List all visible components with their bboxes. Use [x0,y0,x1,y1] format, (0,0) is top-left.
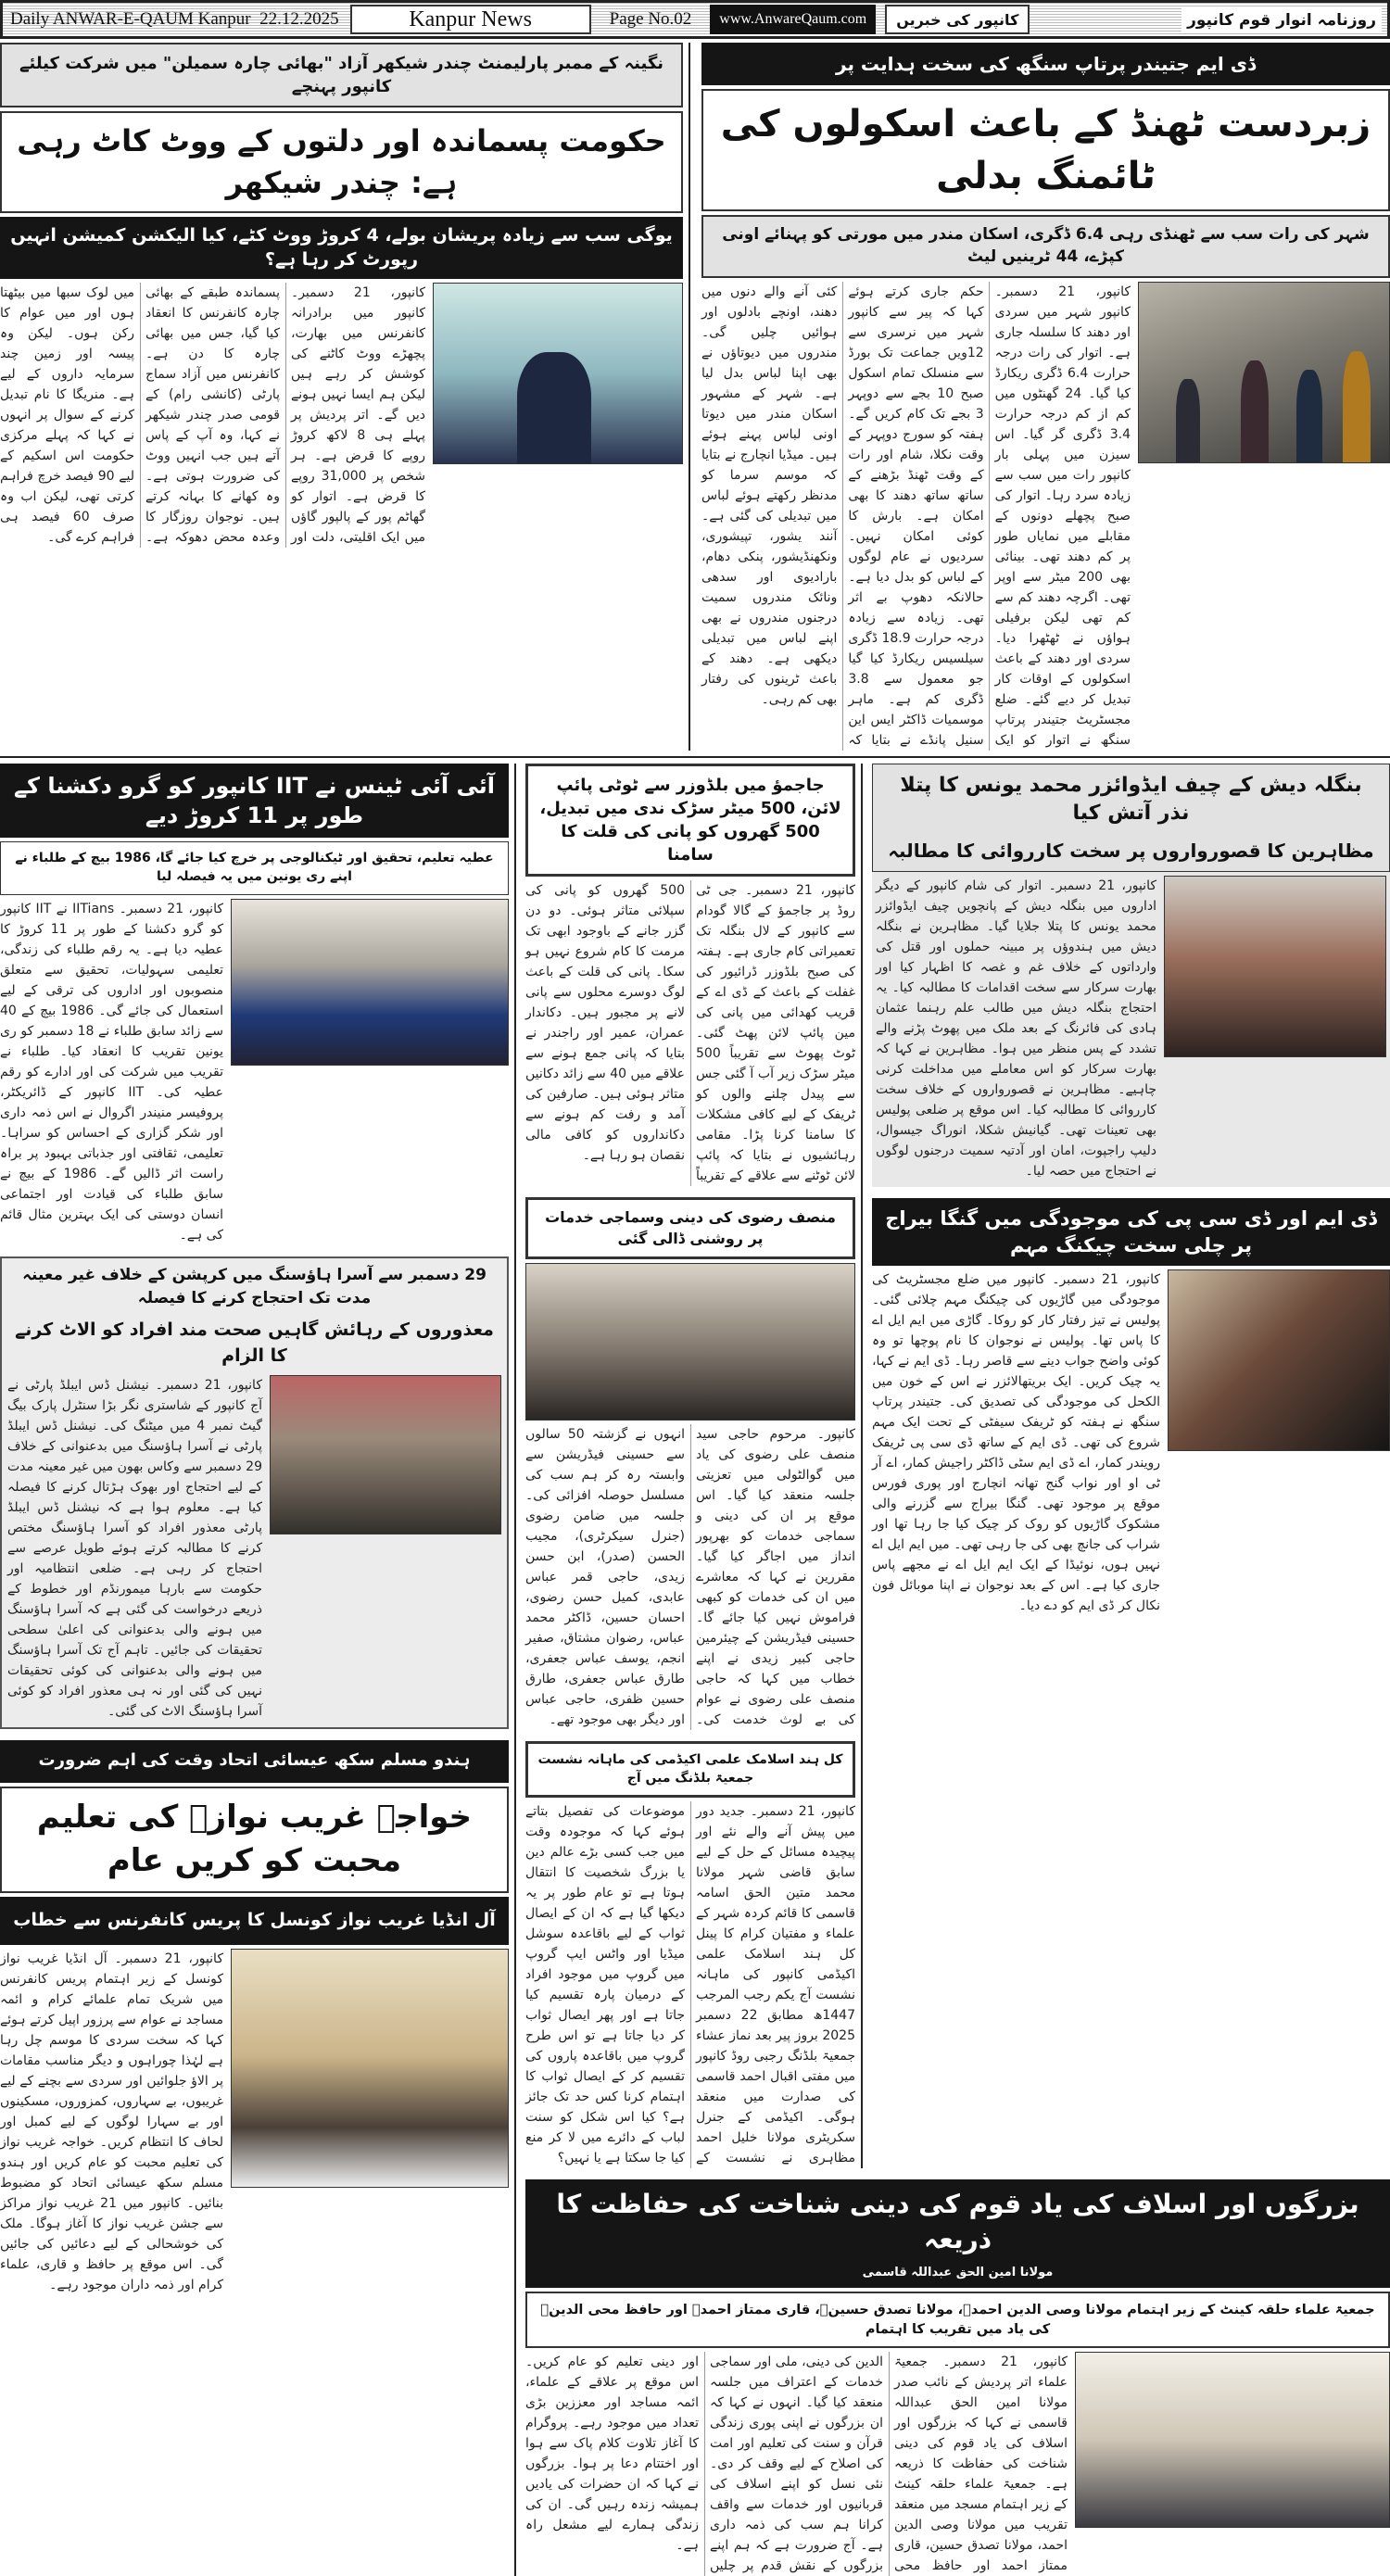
elders-byline: مولانا امین الحق عبداللہ قاسمی [862,2265,1054,2279]
disabled-story-box [0,1256,509,1729]
bangladesh-body: کانپور، 21 دسمبر۔ اتوار کی شام کانپور کے دیگر اداروں میں بنگلہ دیش کے پانچویں چیف ایڈوائزر محمد یونس کا پتلا جلایا گیا۔ مظاہرین نے بنگلہ دیش میں ہندوؤں پر مبینہ حملوں اور قتل کی وارداتوں کے خلاف غم و غصہ کا اظہار کیا اور بھارت سرکار سے سخت اقدامات کا مطالبہ کیا۔ یہ احتجاج بنگلہ دیش میں طالب علم رہنما عثمان ہادی کی فائرنگ کے بعد ملک میں پھوٹ پڑنے والے تشدد کے پس منظر میں ہوا۔ مظاہرین نے کہا کہ بھارت سرکار کو اس معاملے میں مداخلت کرنی چاہیے۔ مظاہرین نے قصورواروں کے خلاف سخت کارروائی کا مطالبہ کیا۔ اس موقع پر ضلعی پولیس بھی تعینات تھی۔ گیانیش شکلا، انوراگ جیسوال، دلیپ راجپوت، امان اور آدتیہ سمیت درجنوں لوگوں نے احتجاج میں حصہ لیا۔ [876,878,1156,1180]
lower-area [0,758,1390,2576]
elders-media [525,2352,1390,2576]
academy-headline: کل ہند اسلامک علمی اکیڈمی کی ماہانہ نشست جمعیۃ بلڈنگ میں آج [525,1741,855,1798]
munsif-body: کانپور۔ مرحوم حاجی سید منصف علی رضوی کی یاد میں گوالٹولی میں تعزیتی جلسہ منعقد کیا گیا۔ اس موقع پر ان کی دینی و سماجی خدمات کو بھرپور انداز میں اجاگر کیا گیا۔ مقررین نے کہا کہ معاشرے میں ان کی خدمات کو کبھی فراموش نہیں کیا جائے گا۔ حسینی فیڈریشن کے چیئرمین حاجی کبیر زیدی نے اپنے خطاب میں کہا کہ حاجی منصف علی رضوی نے عوام کی بے لوث خدمت کی۔ انہوں نے گزشتہ 50 سالوں سے حسینی فیڈریشن سے وابستہ رہ کر ہم سب کی مسلسل حوصلہ افزائی کی۔ جلسہ میں ضامن رضوی (جنرل سیکرٹری)، مجیب الحسن (صدر)، ابن حسن زیدی، حاجی قمر عباس عابدی، کمیل حسن رضوی، احسان حسین، ڈاکٹر محمد عباس، رضوان مشتاق، صفیر انجم، یوسف عباس جعفری، طارق عباس جعفری، طارق حسین ظفری، حاجی عباس اور دیگر بھی موجود تھے۔ [525,1427,855,1728]
page-number: Page No.02 [609,9,692,29]
lead-story [701,43,1390,751]
bangladesh-story [872,764,1390,1188]
disabled-body: کانپور، 21 دسمبر۔ نیشنل ڈس ایبلڈ پارٹی نے آج کانپور کے شاستری نگر بڑا سنٹرل پارک بیگ گیٹ نمبر 4 میں میٹنگ کی۔ نیشنل ڈس ایبلڈ پارٹی نے آسرا ہاؤسنگ میں بدعنوانی کے خلاف 29 دسمبر سے وکاس بھون میں غیر معینہ مدت کے لیے احتجاج اور بھوک ہڑتال کرنے کا فیصلہ کیا ہے۔ معلوم ہوا ہے کہ نیشنل ڈس ایبلڈ پارٹی معذور افراد کو آسرا ہاؤسنگ مختص کرنے کا مطالبہ کرتے ہوئے طویل عرصے سے احتجاج کر رہی ہے۔ ضلعی انتظامیہ اور حکومت سے بارہا میمورنڈم اور خطوط کے ذریعے درخواست کی گئی ہے کہ آسرا ہاؤسنگ میں ہونے والی بدعنوانی کی اعلیٰ سطحی تحقیقات کی جائیں۔ تاہم آج تک آسرا ہاؤسنگ میں ہونے والی بدعنوانی کی کوئی تحقیقات نہیں کی گئی اور نہ ہی معذور افراد کو کوئی آسرا ہاؤسنگ الاٹ کی گئی۔ [7,1377,262,1719]
lead-kicker: ڈی ایم جتیندر پرتاپ سنگھ کی سخت ہدایت پر [701,43,1390,85]
khwaja-story [0,1740,509,2295]
bangladesh-heading-box [872,764,1390,873]
disabled-headline: 29 دسمبر سے آسرا ہاؤسنگ میں کرپشن کے خلاف غیر معینہ مدت تک احتجاج کرنے کا فیصلہ [22,1265,486,1308]
elders-headline: بزرگوں اور اسلاف کی یاد قوم کی دینی شناخت کی حفاظت کا ذریعہ [556,2189,1359,2255]
disabled-meeting-photo [270,1375,501,1534]
azad-story [0,43,690,751]
chandrashekhar-rally-photo [433,283,683,464]
edition-date [8,5,341,34]
munsif-meeting-photo [525,1263,855,1421]
issue-date: 22.12.2025 [259,9,339,29]
lead-media [701,282,1390,751]
iit-headline: آئی آئی ٹینس نے IIT کانپور کو گرو دکشنا کے طور پر 11 کروڑ دیے [0,764,509,839]
elders-subhead: جمعیۃ علماء حلقہ کینٹ کے زیر اہتمام مولانا وصی الدین احمدؒ، مولانا تصدق حسینؒ، قاری ممتاز احمدؒ اور حافظ محی الدینؒ کی یاد میں تقریب کا اہتمام [525,2292,1390,2348]
khwaja-subhead: آل انڈیا غریب نواز کونسل کا پریس کانفرنس سے خطاب [0,1897,509,1945]
section-title: Kanpur News [350,5,591,34]
lead-body: کانپور، 21 دسمبر۔ کانپور شہر میں سردی اور دھند کا سلسلہ جاری ہے۔ اتوار کی رات درجہ حرارت 6.4 ڈگری ریکارڈ کیا گیا۔ 24 گھنٹوں میں کم از کم درجہ حرارت 3.4 ڈگری گر گیا۔ اس سیزن میں پہلی بار کانپور رات میں سب سے زیادہ سرد رہا۔ اتوار کی صبح پچھلے دونوں کے مقابلے میں نمایاں طور پر کم دھند تھی۔ بینائی بھی 200 میٹر سے اوپر تھی۔ اگرچہ دھند کم سے کم تھی لیکن برفیلی ہواؤں نے ٹھٹھرا دیا۔ سردی اور دھند کے باعث اسکولوں کے اوقات کار تبدیل کر دیے گئے۔ ضلع مجسٹریٹ جتیندر پرتاپ سنگھ نے اتوار کو ایک حکم جاری کرتے ہوئے کہا کہ پیر سے کانپور شہر میں نرسری سے 12ویں جماعت تک بورڈ سے منسلک تمام اسکول صبح 10 بجے سے دوپہر 3 بجے تک کام کریں گے۔ ہفتہ کو سورج دوپہر کے وقت نکلا، شام اور رات کے وقت ٹھنڈ بڑھنے کے ساتھ ساتھ دھند کا بھی امکان ہے۔ بارش کا کوئی امکان نہیں۔ سردیوں نے عام لوگوں کے لباس کو بدل دیا ہے۔ حالانکہ دھوپ بے اثر تھی۔ زیادہ سے زیادہ درجہ حرارت 18.9 ڈگری سیلسیس ریکارڈ کیا گیا جو معمول سے 3.8 ڈگری کم ہے۔ ماہر موسمیات ڈاکٹر ایس این سنیل پانڈے نے بتایا کہ کئی آنے والے دنوں میں دھند، اونچے بادلوں اور ہوائیں چلیں گی۔ مندروں میں دیوتاؤں نے بھی اپنا لباس بدل لیا ہے۔ شہر کے مشہور اسکان مندر میں دیوتا اونی لباس پہنے ہوئے ہیں۔ میڈیا انچارج نے بتایا کہ موسم سرما کو مدنظر رکھتے ہوئے لباس میں تبدیلی کی گئی ہے۔ آنند یشور، تپیشوری، ونکھنڈیشور، پنکی دھام، بارادیوی اور سدھی ونائک مندروں سمیت درجنوں مندروں نے بھی اپنے لباس میں تبدیلی دیکھی ہے۔ دھند کے باعث ٹرینوں کی رفتار بھی کم رہی۔ [701,284,1131,748]
vehicle-checking-photo [1168,1269,1390,1451]
left-column [0,764,516,2576]
middle-row [525,764,1390,2169]
effigy-protest-photo [1164,876,1386,1057]
disabled-subhead: معذوروں کے رہائش گاہیں صحت مند افراد کو الاٹ کرنے کا الزام [15,1319,494,1367]
munsif-headline: منصف رضوی کی دینی وسماجی خدمات پر روشنی ڈالی گئی [525,1197,855,1259]
munsif-story [525,1197,855,1730]
lead-subhead: شہر کی رات سب سے ٹھنڈی رہی 6.4 ڈگری، اسکان مندر میں مورتی کو پہنائے اونی کپڑے، 44 ٹرینیں لیٹ [701,215,1390,278]
jajmau-story [525,764,855,1187]
azad-subhead: یوگی سب سے زیادہ پریشان بولے، 4 کروڑ ووٹ کٹے، کیا الیکشن کمیشن انہیں رپورٹ کر رہا ہے؟ [0,217,683,279]
iit-alumni-photo [231,899,509,1066]
academy-body: کانپور، 21 دسمبر۔ جدید دور میں پیش آنے والے نئے اور پیچیدہ مسائل کے حل کے لیے سابق قاضی شہر مولانا محمد متین الحق اسامہ قاسمی کا قائم کردہ شہر کے علماء و مفتیان کرام کا پینل کل ہند اسلامک علمی اکیڈمی کانپور کی ماہانہ نشست آج یکم رجب المرجب 1447ھ مطابق 22 دسمبر 2025 بروز پیر بعد نماز عشاء جمعیۃ بلڈنگ رجبی روڈ کانپور میں مفتی اقبال احمد قاسمی کی صدارت میں منعقد ہوگی۔ اکیڈمی کے جنرل سکریٹری مولانا خلیل احمد مظاہری نے نشست کے موضوعات کی تفصیل بتاتے ہوئے کہا کہ موجودہ وقت میں جب کسی بڑے عالم دین یا بزرگ شخصیت کا انتقال ہوتا ہے تو عام طور پر یہ دیکھا گیا ہے کہ ان کے ایصال ثواب کے لیے باقاعدہ سوشل میڈیا اور واٹس ایپ گروپ میں گروپ میں موجود افراد کے درمیان پارہ تقسیم کیا جاتا ہے اور پھر ایصال ثواب کر دیا جاتا ہے تو اس طرح گروپ میں باقاعدہ پاروں کی تقسیم کر کے ایصال ثواب کا اہتمام کرنا کس حد تک جائز ہے؟ کیا اس شکل کو سنت لباب کے دائرے میں لا کر منع کیا جا سکتا ہے یا نہیں؟ [525,1804,855,2166]
academy-story [525,1741,855,2168]
website-link[interactable]: www.AnwareQaum.com [710,5,876,34]
top-row [0,39,1390,758]
elders-event-photo [1075,2352,1390,2528]
khwaja-kicker: ہندو مسلم سکھ عیسائی اتحاد وقت کی اہم ضرورت [0,1740,509,1783]
jajmau-headline: جاجمؤ میں بلڈوزر سے ٹوٹی پائپ لائن، 500 میٹر سڑک ندی میں تبدیل، 500 گھروں کو پانی کی قلت کا سامنا [525,764,855,878]
iit-story [0,764,509,1245]
bangladesh-subhead: مظاہرین کا قصورواروں پر سخت کارروائی کا مطالبہ [888,840,1374,863]
khwaja-headline: خواجہ غریب نوازؒ کی تعلیم محبت کو کریں عام [0,1787,509,1893]
middle-column [525,764,863,2169]
right-area [525,764,1390,2576]
elders-story [525,2179,1390,2576]
jajmau-body: کانپور، 21 دسمبر۔ جی ٹی روڈ پر جاجمؤ کے گالا گودام سے کانپور کے لال بنگلہ تک تعمیراتی کام جاری ہے۔ ہفتہ کی صبح بلڈوزر ڈرائیور کی غفلت کے باعث کے ڈی اے کے قریب کھدائی میں پانی کی مین پائپ لائن پھٹ گئی۔ ٹوٹ پھوٹ سے تقریباً 500 میٹر سڑک زیر آب آ گئی جس سے پیدل چلنے والوں کو ٹریفک کے لیے کافی مشکلات کا سامنا کرنا پڑا۔ مقامی رہائشیوں نے بتایا کہ پائپ لائن ٹوٹنے سے علاقے کے تقریباً 500 گھروں کو پانی کی سپلائی متاثر ہوئی۔ دو دن گزر جانے کے باوجود ابھی تک مرمت کا کام شروع نہیں ہو سکا۔ پانی کی قلت کے باعث لوگ دوسرے محلوں سے پانی لانے پر مجبور ہیں۔ دکاندار عمران، عمیر اور راجندر نے بتایا کہ پانی جمع ہونے سے علاقے میں 40 سے زائد دکانیں متاثر ہوئی ہیں۔ صارفین کی آمد و رفت کم ہونے سے دکانداروں کو کافی مالی نقصان ہو رہا ہے۔ [525,883,856,1184]
khwaja-body: کانپور، 21 دسمبر۔ آل انڈیا غریب نواز کونسل کے زیر اہتمام پریس کانفرنس میں شریک تمام علمائے کرام و ائمہ مساجد نے عوام سے پرزور اپیل کرتے ہوئے کہا کہ سخت سردی کا موسم چل رہا ہے لہٰذا چوراہوں و دیگر مناسب مقامات پر الاؤ جلوائیں اور سردی سے بچنے کے لیے غریبوں، بے سہاروں، کمزوروں، مسکینوں اور بے سہارا لوگوں کے لیے کمبل اور لحاف کا انتظام کریں۔ خواجہ غریب نواز کی تعلیم محبت کو عام کریں اور ہندو مسلم سکھ عیسائی اتحاد کو مضبوط بنائیں۔ کانپور میں 21 غریب نواز مراکز سے جشن غریب نواز کا آغاز ہوگا۔ ملک کی خوشحالی کے لیے دعائیں کی جائیں گی۔ اس موقع پر حافظ و قاری، علماء کرام اور ذمہ داران موجود رہے۔ [0,1951,223,2292]
iit-body: کانپور، 21 دسمبر۔ IITians نے IIT کانپور کو گرو دکشنا کے طور پر 11 کروڑ کا عطیہ دیا ہے۔ یہ رقم طلباء کی زندگی، تعلیمی سہولیات، تحقیق سے متعلق منصوبوں اور اداروں کی ترقی کے لیے استعمال کی جائے گی۔ 1986 بیچ کے 40 سے زائد سابق طلباء نے 18 دسمبر کو ری یونین تقریب کا انعقاد کیا۔ طلباء نے تقریب میں شرکت کی اور ادارے کو رقم عطیہ کی۔ IIT کانپور کے ڈائریکٹر، پروفیسر منیندر اگروال نے اس ذمہ داری اور شکر گزاری کے احساس کو سراہا۔ تعلیمی، ثقافتی اور جذباتی بہبود پر براہ راست اثر ڈالیں گے۔ 1986 کے بیچ نے سابق طلباء کی قیادت اور اجتماعی انسان دوستی کی ایک بہترین مثال قائم کی ہے۔ [0,901,224,1243]
masthead-logo: روزنامہ انوار قوم کانپور [1182,8,1382,32]
azad-body: کانپور، 21 دسمبر۔ کانپور میں برادرانہ کانفرنس میں بھارت، پچھڑے ووٹ کاٹنے کی کوشش کر رہے ہیں لیکن ہم ایسا نہیں ہونے دیں گے۔ اتر پردیش پر پہلے ہی 8 لاکھ کروڑ روپے کا قرض ہے۔ ہر شخص پر 31,000 روپے کا قرض ہے۔ اتوار کو گھاٹم پور کے پالپور گاؤں میں ایک اقلیتی، دلت اور پسماندہ طبقے کے بھائی چارہ کانفرنس کا انعقاد کیا گیا، جس میں بھائی چارہ کا دن ہے۔ کانفرنس میں آزاد سماج پارٹی (کانشی رام) کے قومی صدر چندر شیکھر نے کہا، وہ آپ کے پاس آتے ہیں جب انہیں ووٹ کی ضرورت ہوتی ہے۔ وہ کھانے کا بہانہ کرتے ہیں۔ نوجوان روزگار کا وعدہ محض دھوکہ ہے۔ میں لوک سبھا میں بیٹھتا ہوں اور میں عوام کا رکن ہوں۔ لیکن وہ پیسہ اور زمین چند سرمایہ داروں کے لیے ہے۔ منریگا کا نام تبدیل کرنے کے سوال پر انہوں نے کہا کہ پہلے مرکزی حکومت اس اسکیم کے لیے 90 فیصد خرچ فراہم کرتی تھی، لیکن اب وہ صرف 60 فیصد ہی فراہم کرے گی۔ [0,285,425,546]
khwaja-media [0,1949,509,2295]
right-column [872,764,1390,2169]
elders-body: کانپور، 21 دسمبر۔ جمعیۃ علماء اتر پردیش کے نائب صدر مولانا امین الحق عبداللہ قاسمی نے کہا کہ بزرگوں اور اسلاف کی یاد قوم کی دینی شناخت کی حفاظت کا ذریعہ ہے۔ جمعیۃ علماء حلقہ کینٹ کے زیر اہتمام مسجد میں منعقد تقریب میں مولانا وصی الدین احمد، مولانا تصدق حسین، قاری ممتاز احمد اور حافظ محی الدین کی دینی، ملی اور سماجی خدمات کے اعتراف میں جلسہ منعقد کیا گیا۔ انہوں نے کہا کہ ان بزرگوں نے اپنی پوری زندگی قرآن و سنت کی تعلیم اور امت کی اصلاح کے لیے وقف کر دی۔ نئی نسل کو اپنے اسلاف کی قربانیوں اور خدمات سے واقف کرانا ہم سب کی ذمہ داری ہے۔ آج ضرورت ہے کہ ہم اپنے بزرگوں کے نقش قدم پر چلیں اور دینی تعلیم کو عام کریں۔ اس موقع پر علاقے کے علماء، ائمہ مساجد اور معززین بڑی تعداد میں موجود رہے۔ پروگرام کا آغاز تلاوت کلام پاک سے ہوا اور اختتام دعا پر ہوا۔ بزرگوں نے کہا کہ ان حضرات کی یادیں ہمیشہ زندہ رہیں گی۔ ان کی زندگی ہمارے لیے مشعل راہ ہے۔ [525,2355,1068,2574]
azad-media [0,283,683,548]
edition-name: Daily ANWAR-E-QAUM Kanpur [10,9,251,29]
lead-headline: زبردست ٹھنڈ کے باعث اسکولوں کی ٹائمنگ بدلی [701,89,1390,211]
checking-story [872,1198,1390,1616]
section-title-urdu: کانپور کی خبریں [885,5,1030,34]
azad-headline: حکومت پسماندہ اور دلتوں کے ووٹ کاٹ رہی ہے: چندر شیکھر [0,111,683,213]
masthead-bar [0,0,1390,39]
disabled-media [7,1375,501,1722]
checking-headline: ڈی ایم اور ڈی سی پی کی موجودگی میں گنگا بیراج پر چلی سخت چیکنگ مہم [872,1198,1390,1266]
fog-street-photo [1138,282,1390,463]
bangladesh-media [872,876,1390,1181]
bangladesh-headline: بنگلہ دیش کے چیف ایڈوائزر محمد یونس کا پتلا نذر آتش کیا [900,773,1362,826]
checking-media [872,1269,1390,1616]
iit-subhead: عطیہ تعلیم، تحقیق اور ٹیکنالوجی پر خرچ کیا جائے گا، 1986 بیچ کے طلباء نے اپنے ری یونین میں یہ فیصلہ لیا [0,841,509,894]
azad-kicker: نگینہ کے ممبر پارلیمنٹ چندر شیکھر آزاد "بھائی چارہ سمیلن" میں شرکت کیلئے کانپور پہنچے [0,43,683,107]
checking-body: کانپور، 21 دسمبر۔ کانپور میں ضلع مجسٹریٹ کی موجودگی میں گاڑیوں کی چیکنگ مہم چلائی گئی۔ پولیس نے تیز رفتار کار کو روکا۔ گاڑی میں ایم ایل اے کا پاس تھا۔ پولیس نے نوجوان کا نام پوچھا تو وہ کوئی واضح جواب دینے سے قاصر رہا۔ ڈی ایم نے کہا، یہ چیک کریں۔ ایک بریتھالائزر نے اس کے خون میں الکحل کی موجودگی کی تصدیق کی۔ جتیندر پرتاپ سنگھ نے ہفتہ کو ٹریفک سیفٹی کے تحت ایک مہم شروع کی تھی۔ ڈی ایم کے ساتھ ڈی سی پی ٹریفک رویندر کمار، اے ڈی ایم سٹی ڈاکٹر راجیش کمار، اے آر ٹی او اور نواب گنج تھانہ انچارج اور پوری فورس موقع پر موجود تھی۔ گنگا بیراج سے گزرنے والی مشکوک گاڑیوں کو روک کر چیک کیا جا رہا تھا اور شراب کی جانچ بھی کی جا رہی تھی۔ میں ایم ایل اے نہیں ہوں، نوئیڈا کے ایک ایم ایل اے نے مجھے پاس جاری کیا ہے۔ اس کے بعد نوجوان نے اپنا موبائل فون نکال کر ڈی ایم کو دے دیا۔ [872,1271,1161,1613]
press-conference-photo [231,1949,509,2188]
elders-headline-box [525,2179,1390,2288]
iit-media [0,899,509,1245]
